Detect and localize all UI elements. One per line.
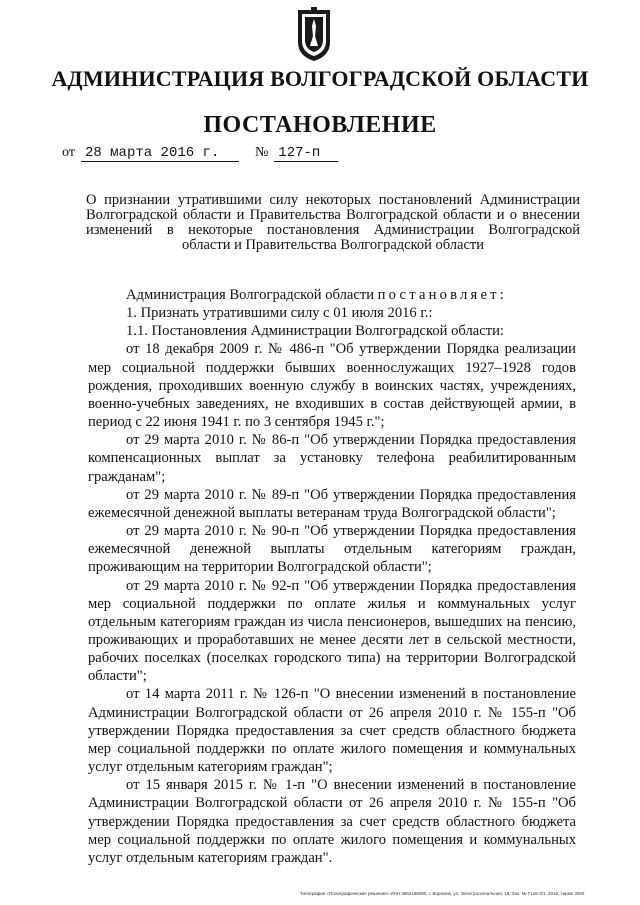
printer-imprint: Типография «Полиграфические решения» ИНН 3662186090, г. Воронеж, ул. Электросигнальная, 19, Зак. № Т126-2/1, 2016, тираж 3000 [300,891,585,896]
title-line-1: О признании утратившими силу некоторых постановлений Администрации Волгоградской области и Правительства Волгоградской области и о внесении изменений в некоторые постановления Администрации Волгоградской [86,192,580,238]
list-item: от 29 марта 2010 г. № 86-п "Об утверждении Порядка предоставления компенсационных выплат за установку телефона реабилитированным гражданам"; [88,432,576,485]
clause-1: 1. Признать утратившими силу с 01 июля 2016 г.: [126,305,433,322]
document-body [88,286,576,867]
list-item: от 18 декабря 2009 г. № 486-п "Об утверждении Порядка реализации мер социальной поддержки бывших военнослужащих 1927–1928 годов рождения, проходивших военную службу в воинских частях, учреждениях, военно-учебных заведениях, не входивших в состав действующей армии, в период с 22 июня 1941 г. по 3 сентября 1945 г."; [88,341,576,431]
intro-paragraph [88,286,576,304]
document-date: 28 марта 2016 г. [84,145,220,161]
organization-name: АДМИНИСТРАЦИЯ ВОЛГОГРАДСКОЙ ОБЛАСТИ [51,66,589,91]
list-item: от 14 марта 2011 г. № 126-п "О внесении изменений в постановление Администрации Волгоградской области от 26 апреля 2010 г. № 155-п "Об утверждении Порядка предоставления за счет средств областного бюджета мер социальной поддержки по оплате жилого помещения и коммунальных услуг отдельным категориям граждан"; [88,686,576,776]
document-number: 127-п [278,145,321,161]
date-prefix: от [62,145,75,160]
intro-verb: постановляет: [377,287,507,303]
clause-1-1: 1.1. Постановления Администрации Волгоградской области: [126,323,504,340]
number-prefix: № [254,145,269,160]
coat-of-arms-icon [296,6,332,62]
list-item: от 29 марта 2010 г. № 89-п "Об утверждении Порядка предоставления ежемесячной денежной выплаты ветеранам труда Волгоградской области"; [88,486,576,521]
list-item: от 29 марта 2010 г. № 90-п "Об утверждении Порядка предоставления ежемесячной денежной выплаты отдельным категориям граждан, проживающим на территории Волгоградской области"; [88,523,576,576]
document-type: ПОСТАНОВЛЕНИЕ [203,112,437,138]
date-number-line [62,145,338,162]
intro-subject: Администрация Волгоградской области [126,287,375,303]
list-item: от 29 марта 2010 г. № 92-п "Об утверждении Порядка предоставления мер социальной поддержки по оплате жилья и коммунальных услуг отдельным категориям граждан из числа пенсионеров, вышедших на пенсию, проживающих и проработавших не менее десяти лет в сельской местности, рабочих поселках (поселках городского типа) на территории Волгоградской области"; [88,577,576,685]
title-line-2: области и Правительства Волгоградской области [181,237,484,253]
list-item: от 15 января 2015 г. № 1-п "О внесении изменений в постановление Администрации Волгоградской области от 26 апреля 2010 г. № 155-п "Об утверждении Порядка предоставления за счет средств областного бюджета мер социальной поддержки по оплате жилого помещения и коммунальных услуг отдельным категориям граждан". [88,777,576,866]
document-title [86,193,580,253]
